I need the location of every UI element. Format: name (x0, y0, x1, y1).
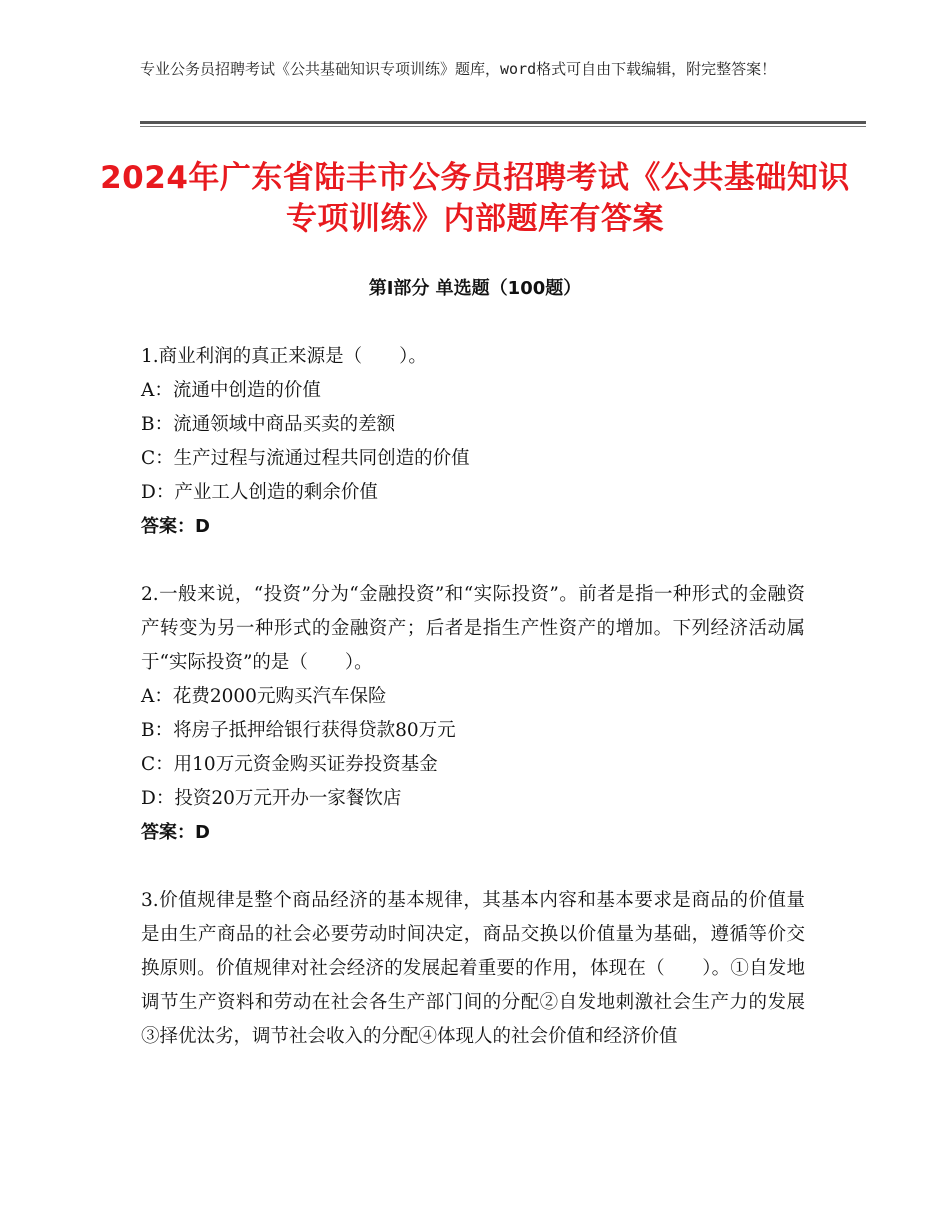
question-stem: 3.价值规律是整个商品经济的基本规律，其基本内容和基本要求是商品的价值量是由生产商品的社会必要劳动时间决定，商品交换以价值量为基础，遵循等价交换原则。价值规律对社会经济的发展起着重要的作用，体现在（ ）。①自发地调节生产资料和劳动在社会各生产部门间的分配②自发地刺激社会生产力的发展③择优汰劣，调节社会收入的分配④体现人的社会价值和经济价值 (141, 890, 805, 1047)
answer: 答案：D (141, 516, 210, 537)
option-b: B：将房子抵押给银行获得贷款80万元 (141, 720, 456, 741)
question-stem: 2.一般来说，“投资”分为“金融投资”和“实际投资”。前者是指一种形式的金融资产转变为另一种形式的金融资产；后者是指生产性资产的增加。下列经济活动属于“实际投资”的是（ ）。 (141, 584, 805, 673)
question-1 (141, 340, 805, 544)
question-list (141, 340, 805, 1088)
question-3 (141, 884, 805, 1054)
document-title: 2024年广东省陆丰市公务员招聘考试《公共基础知识专项训练》内部题库有答案 (100, 160, 850, 237)
option-c: C：用10万元资金购买证券投资基金 (141, 754, 438, 775)
option-d: D：投资20万元开办一家餐饮店 (141, 788, 402, 809)
header-rule-thick (140, 121, 866, 124)
option-b: B：流通领域中商品买卖的差额 (141, 414, 396, 435)
answer: 答案：D (141, 822, 210, 843)
header-note: 专业公务员招聘考试《公共基础知识专项训练》题库，word格式可自由下载编辑，附完整答案！ (140, 60, 777, 78)
option-a: A：流通中创造的价值 (141, 380, 321, 401)
option-a: A：花费2000元购买汽车保险 (141, 686, 387, 707)
question-2 (141, 578, 805, 850)
option-c: C：生产过程与流通过程共同创造的价值 (141, 448, 470, 469)
question-stem: 1.商业利润的真正来源是（ ）。 (141, 346, 427, 367)
section-title: 第I部分 单选题（100题） (368, 278, 582, 299)
option-d: D：产业工人创造的剩余价值 (141, 482, 378, 503)
header-rule-thin (140, 126, 866, 127)
